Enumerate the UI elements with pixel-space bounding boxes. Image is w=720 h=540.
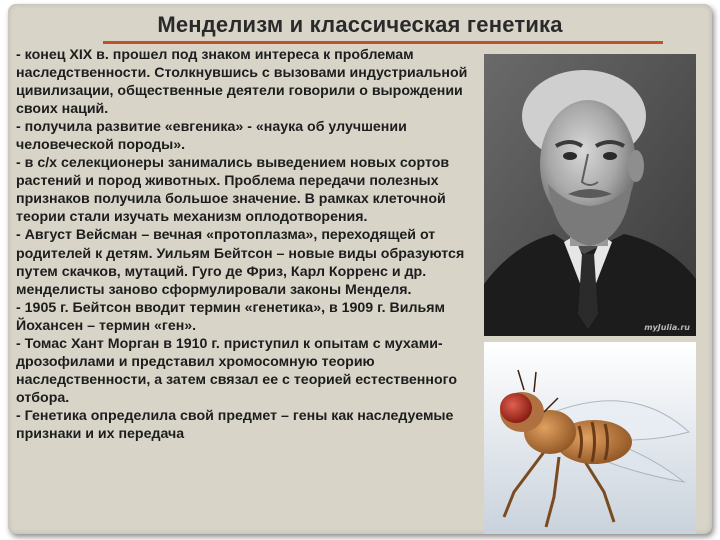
portrait-photo (484, 54, 696, 336)
slide-title: Менделизм и классическая генетика (157, 12, 563, 37)
slide-body-text: - конец XIX в. прошел под знаком интереса к проблемам наследственности. Столкнувшись с вызовами индустриальной цивилизации, общественные деятели говорили о вырождении своих наций. - получила развитие «евгеника» - «наука об улучшении человеческой породы». - в с/х селекционеры занимались выведением новых сортов растений и пород животных. Проблема передачи полезных признаков получила большое значение. В рамках клеточной теории стали изучать механизм оплодотворения. - Август Вейсман – вечная «протоплазма», переходящей от родителей к детям. Уильям Бейтсон – новые виды образуются путем скачков, мутаций. Гуго де Фриз, Карл Корренс и др. менделисты заново сформулировали законы Менделя. - 1905 г. Бейтсон вводит термин «генетика», в 1909 г. Вильям Йохансен – термин «ген». - Томас Хант Морган в 1910 г. приступил к опытам с мухами-дрозофилами и представил хромосомную теорию наследственности, а затем связал ее с теорией естественного отбора. - Генетика определила свой предмет – гены как наследуемые признаки и их передача (16, 47, 468, 442)
slide-frame (8, 4, 712, 534)
photo-watermark: myJulia.ru (644, 323, 690, 332)
title-underline (103, 41, 663, 44)
fruit-fly-image (484, 342, 696, 534)
portrait-image (484, 54, 696, 336)
drosophila-photo (484, 342, 696, 534)
